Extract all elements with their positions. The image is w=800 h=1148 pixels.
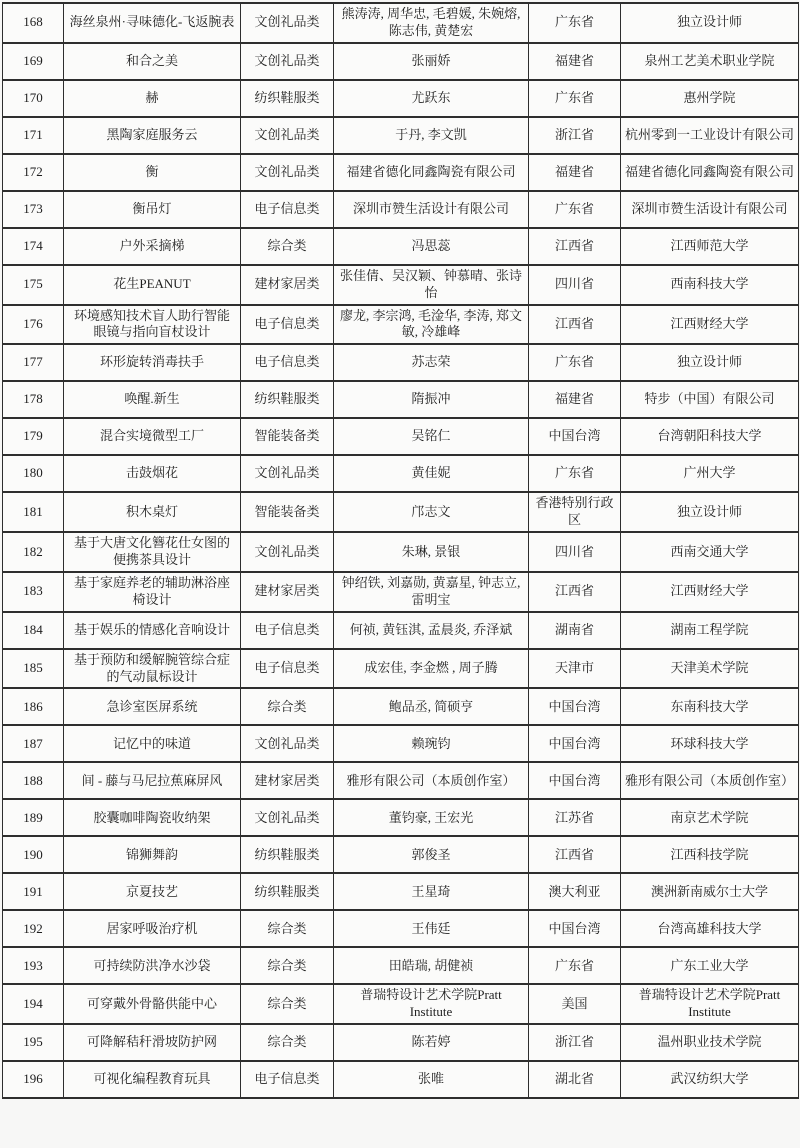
table-row xyxy=(3,910,799,947)
cell-number: 182 xyxy=(3,532,64,572)
cell-authors: 熊涛涛, 周华忠, 毛碧媛, 朱婉熔, 陈志伟, 黄楚宏 xyxy=(334,3,529,43)
cell-authors: 张唯 xyxy=(334,1061,529,1098)
cell-category: 文创礼品类 xyxy=(241,799,334,836)
cell-name: 可穿戴外骨骼供能中心 xyxy=(64,984,241,1024)
cell-province: 香港特别行政区 xyxy=(529,492,621,532)
cell-name: 户外采摘梯 xyxy=(64,228,241,265)
table-row xyxy=(3,532,799,572)
cell-name: 和合之美 xyxy=(64,43,241,80)
cell-authors: 王星琦 xyxy=(334,873,529,910)
cell-authors: 廖龙, 李宗鸿, 毛淦华, 李涛, 郑文敏, 冷雄峰 xyxy=(334,305,529,345)
cell-organization: 福建省德化同鑫陶瓷有限公司 xyxy=(621,154,799,191)
cell-authors: 张佳倩、吴汉颖、钟慕晴、张诗怡 xyxy=(334,265,529,305)
cell-province: 中国台湾 xyxy=(529,725,621,762)
cell-category: 综合类 xyxy=(241,1024,334,1061)
cell-category: 建材家居类 xyxy=(241,265,334,305)
cell-authors: 董钧豪, 王宏光 xyxy=(334,799,529,836)
cell-name: 海丝泉州·寻味德化-飞返腕表 xyxy=(64,3,241,43)
cell-province: 浙江省 xyxy=(529,117,621,154)
table-row xyxy=(3,344,799,381)
table-row xyxy=(3,688,799,725)
cell-province: 天津市 xyxy=(529,649,621,689)
cell-province: 江苏省 xyxy=(529,799,621,836)
cell-name: 可持续防洪净水沙袋 xyxy=(64,947,241,984)
table-body xyxy=(3,3,799,1098)
table-row xyxy=(3,947,799,984)
cell-category: 智能装备类 xyxy=(241,418,334,455)
cell-authors: 隋振冲 xyxy=(334,381,529,418)
cell-organization: 湖南工程学院 xyxy=(621,612,799,649)
cell-number: 176 xyxy=(3,305,64,345)
table-row xyxy=(3,799,799,836)
cell-organization: 温州职业技术学院 xyxy=(621,1024,799,1061)
cell-number: 175 xyxy=(3,265,64,305)
table-row xyxy=(3,3,799,43)
table-row xyxy=(3,492,799,532)
cell-number: 192 xyxy=(3,910,64,947)
cell-name: 居家呼吸治疗机 xyxy=(64,910,241,947)
cell-number: 193 xyxy=(3,947,64,984)
table-row xyxy=(3,836,799,873)
cell-authors: 雅形有限公司（本质创作室） xyxy=(334,762,529,799)
cell-number: 196 xyxy=(3,1061,64,1098)
cell-name: 胶囊咖啡陶瓷收纳架 xyxy=(64,799,241,836)
cell-province: 福建省 xyxy=(529,381,621,418)
cell-number: 170 xyxy=(3,80,64,117)
table-row xyxy=(3,572,799,612)
cell-province: 江西省 xyxy=(529,305,621,345)
cell-authors: 王伟廷 xyxy=(334,910,529,947)
cell-province: 湖北省 xyxy=(529,1061,621,1098)
cell-category: 综合类 xyxy=(241,228,334,265)
cell-category: 建材家居类 xyxy=(241,762,334,799)
cell-name: 基于家庭养老的辅助淋浴座椅设计 xyxy=(64,572,241,612)
cell-authors: 邝志文 xyxy=(334,492,529,532)
cell-province: 澳大利亚 xyxy=(529,873,621,910)
cell-organization: 广州大学 xyxy=(621,455,799,492)
cell-province: 中国台湾 xyxy=(529,688,621,725)
cell-category: 电子信息类 xyxy=(241,305,334,345)
cell-authors: 冯思蕊 xyxy=(334,228,529,265)
cell-organization: 台湾高雄科技大学 xyxy=(621,910,799,947)
cell-category: 电子信息类 xyxy=(241,649,334,689)
cell-number: 174 xyxy=(3,228,64,265)
table-row xyxy=(3,1061,799,1098)
table-row xyxy=(3,984,799,1024)
cell-number: 195 xyxy=(3,1024,64,1061)
cell-organization: 武汉纺织大学 xyxy=(621,1061,799,1098)
cell-organization: 广东工业大学 xyxy=(621,947,799,984)
cell-organization: 独立设计师 xyxy=(621,3,799,43)
cell-province: 广东省 xyxy=(529,947,621,984)
cell-category: 电子信息类 xyxy=(241,344,334,381)
cell-organization: 独立设计师 xyxy=(621,492,799,532)
cell-category: 建材家居类 xyxy=(241,572,334,612)
cell-category: 文创礼品类 xyxy=(241,3,334,43)
table-row xyxy=(3,418,799,455)
cell-authors: 钟绍铁, 刘嘉勋, 黄嘉星, 钟志立, 雷明宝 xyxy=(334,572,529,612)
cell-province: 江西省 xyxy=(529,836,621,873)
cell-province: 中国台湾 xyxy=(529,418,621,455)
cell-province: 四川省 xyxy=(529,265,621,305)
cell-organization: 独立设计师 xyxy=(621,344,799,381)
table-row xyxy=(3,191,799,228)
cell-category: 综合类 xyxy=(241,910,334,947)
cell-name: 京夏技艺 xyxy=(64,873,241,910)
cell-organization: 普瑞特设计艺术学院Pratt Institute xyxy=(621,984,799,1024)
cell-name: 环形旋转消毒扶手 xyxy=(64,344,241,381)
cell-category: 文创礼品类 xyxy=(241,117,334,154)
cell-organization: 江西科技学院 xyxy=(621,836,799,873)
cell-province: 江西省 xyxy=(529,228,621,265)
cell-province: 湖南省 xyxy=(529,612,621,649)
table-row xyxy=(3,43,799,80)
cell-number: 172 xyxy=(3,154,64,191)
cell-category: 纺织鞋服类 xyxy=(241,836,334,873)
cell-organization: 东南科技大学 xyxy=(621,688,799,725)
cell-authors: 赖琬钧 xyxy=(334,725,529,762)
cell-number: 194 xyxy=(3,984,64,1024)
cell-province: 福建省 xyxy=(529,154,621,191)
cell-number: 189 xyxy=(3,799,64,836)
cell-authors: 何祯, 黄钰淇, 孟晨炎, 乔泽斌 xyxy=(334,612,529,649)
cell-number: 185 xyxy=(3,649,64,689)
cell-name: 可降解秸秆滑坡防护网 xyxy=(64,1024,241,1061)
cell-authors: 田皓瑞, 胡健祯 xyxy=(334,947,529,984)
cell-category: 文创礼品类 xyxy=(241,455,334,492)
cell-category: 电子信息类 xyxy=(241,191,334,228)
table-row xyxy=(3,305,799,345)
cell-province: 广东省 xyxy=(529,191,621,228)
cell-organization: 江西师范大学 xyxy=(621,228,799,265)
cell-authors: 吴铭仁 xyxy=(334,418,529,455)
cell-province: 江西省 xyxy=(529,572,621,612)
cell-name: 衡 xyxy=(64,154,241,191)
cell-name: 记忆中的味道 xyxy=(64,725,241,762)
cell-number: 190 xyxy=(3,836,64,873)
cell-organization: 雅形有限公司（本质创作室） xyxy=(621,762,799,799)
table-row xyxy=(3,873,799,910)
cell-name: 唤醒.新生 xyxy=(64,381,241,418)
cell-province: 广东省 xyxy=(529,3,621,43)
cell-number: 169 xyxy=(3,43,64,80)
cell-number: 184 xyxy=(3,612,64,649)
cell-number: 187 xyxy=(3,725,64,762)
cell-number: 183 xyxy=(3,572,64,612)
cell-province: 四川省 xyxy=(529,532,621,572)
cell-category: 纺织鞋服类 xyxy=(241,381,334,418)
cell-organization: 江西财经大学 xyxy=(621,305,799,345)
cell-category: 综合类 xyxy=(241,688,334,725)
cell-authors: 苏志荣 xyxy=(334,344,529,381)
cell-name: 锦狮舞韵 xyxy=(64,836,241,873)
cell-authors: 朱琳, 景银 xyxy=(334,532,529,572)
cell-authors: 黄佳妮 xyxy=(334,455,529,492)
cell-number: 186 xyxy=(3,688,64,725)
table-row xyxy=(3,1024,799,1061)
cell-category: 电子信息类 xyxy=(241,612,334,649)
cell-organization: 深圳市赞生活设计有限公司 xyxy=(621,191,799,228)
awards-table xyxy=(2,2,799,1099)
table-row xyxy=(3,265,799,305)
cell-number: 180 xyxy=(3,455,64,492)
cell-category: 智能装备类 xyxy=(241,492,334,532)
cell-number: 179 xyxy=(3,418,64,455)
table-row xyxy=(3,228,799,265)
table-row xyxy=(3,612,799,649)
cell-number: 177 xyxy=(3,344,64,381)
cell-province: 广东省 xyxy=(529,455,621,492)
cell-number: 188 xyxy=(3,762,64,799)
table-row xyxy=(3,762,799,799)
cell-authors: 郭俊圣 xyxy=(334,836,529,873)
cell-organization: 南京艺术学院 xyxy=(621,799,799,836)
cell-name: 黑陶家庭服务云 xyxy=(64,117,241,154)
cell-organization: 台湾朝阳科技大学 xyxy=(621,418,799,455)
cell-authors: 成宏佳, 李金燃 , 周子腾 xyxy=(334,649,529,689)
cell-organization: 杭州零到一工业设计有限公司 xyxy=(621,117,799,154)
cell-name: 混合实境微型工厂 xyxy=(64,418,241,455)
cell-authors: 普瑞特设计艺术学院Pratt Institute xyxy=(334,984,529,1024)
table-row xyxy=(3,154,799,191)
cell-category: 综合类 xyxy=(241,984,334,1024)
cell-organization: 江西财经大学 xyxy=(621,572,799,612)
cell-province: 广东省 xyxy=(529,344,621,381)
cell-name: 急诊室医屏系统 xyxy=(64,688,241,725)
cell-province: 广东省 xyxy=(529,80,621,117)
cell-number: 178 xyxy=(3,381,64,418)
cell-name: 积木桌灯 xyxy=(64,492,241,532)
cell-category: 纺织鞋服类 xyxy=(241,873,334,910)
table-row xyxy=(3,649,799,689)
table-row xyxy=(3,455,799,492)
table-row xyxy=(3,117,799,154)
table-row xyxy=(3,725,799,762)
cell-category: 文创礼品类 xyxy=(241,43,334,80)
cell-name: 花生PEANUT xyxy=(64,265,241,305)
cell-number: 173 xyxy=(3,191,64,228)
cell-organization: 天津美术学院 xyxy=(621,649,799,689)
table-row xyxy=(3,80,799,117)
cell-category: 文创礼品类 xyxy=(241,725,334,762)
cell-name: 基于大唐文化簪花仕女图的便携茶具设计 xyxy=(64,532,241,572)
cell-authors: 陈若婷 xyxy=(334,1024,529,1061)
cell-category: 文创礼品类 xyxy=(241,154,334,191)
cell-category: 综合类 xyxy=(241,947,334,984)
cell-number: 171 xyxy=(3,117,64,154)
cell-organization: 西南科技大学 xyxy=(621,265,799,305)
cell-organization: 澳洲新南威尔士大学 xyxy=(621,873,799,910)
cell-organization: 西南交通大学 xyxy=(621,532,799,572)
table-row xyxy=(3,381,799,418)
cell-organization: 环球科技大学 xyxy=(621,725,799,762)
cell-category: 纺织鞋服类 xyxy=(241,80,334,117)
cell-number: 191 xyxy=(3,873,64,910)
cell-name: 环境感知技术盲人助行智能眼镜与指向盲杖设计 xyxy=(64,305,241,345)
cell-authors: 张丽娇 xyxy=(334,43,529,80)
cell-name: 可视化编程教育玩具 xyxy=(64,1061,241,1098)
cell-authors: 鲍品丞, 简硕亨 xyxy=(334,688,529,725)
cell-province: 美国 xyxy=(529,984,621,1024)
cell-name: 基于预防和缓解腕管综合症的气动鼠标设计 xyxy=(64,649,241,689)
cell-number: 168 xyxy=(3,3,64,43)
cell-number: 181 xyxy=(3,492,64,532)
cell-name: 衡吊灯 xyxy=(64,191,241,228)
cell-province: 中国台湾 xyxy=(529,762,621,799)
cell-category: 文创礼品类 xyxy=(241,532,334,572)
cell-authors: 深圳市赞生活设计有限公司 xyxy=(334,191,529,228)
cell-organization: 特步（中国）有限公司 xyxy=(621,381,799,418)
cell-organization: 泉州工艺美术职业学院 xyxy=(621,43,799,80)
cell-organization: 惠州学院 xyxy=(621,80,799,117)
cell-name: 赫 xyxy=(64,80,241,117)
cell-authors: 于丹, 李文凯 xyxy=(334,117,529,154)
cell-name: 间 - 藤与马尼拉蕉麻屏风 xyxy=(64,762,241,799)
cell-category: 电子信息类 xyxy=(241,1061,334,1098)
cell-province: 中国台湾 xyxy=(529,910,621,947)
cell-province: 福建省 xyxy=(529,43,621,80)
cell-name: 基于娱乐的情感化音响设计 xyxy=(64,612,241,649)
cell-name: 击鼓烟花 xyxy=(64,455,241,492)
cell-authors: 福建省德化同鑫陶瓷有限公司 xyxy=(334,154,529,191)
cell-authors: 尤跃东 xyxy=(334,80,529,117)
cell-province: 浙江省 xyxy=(529,1024,621,1061)
